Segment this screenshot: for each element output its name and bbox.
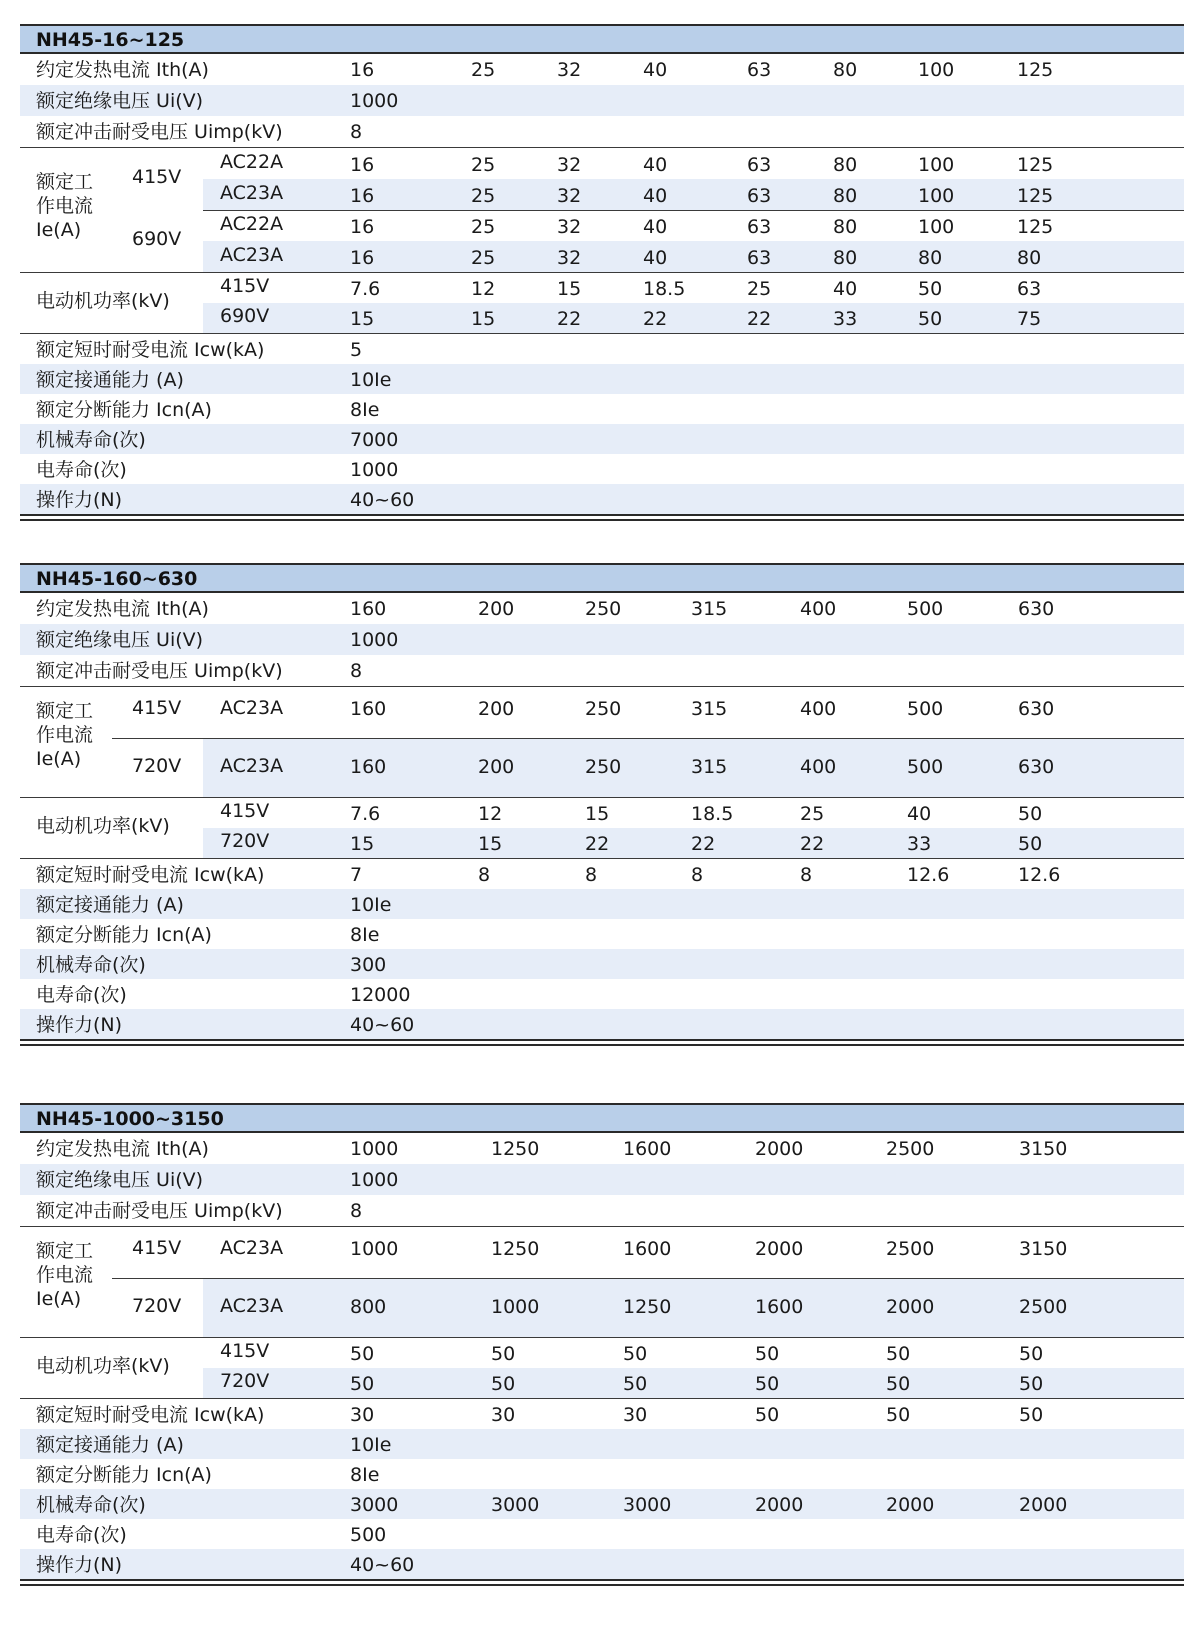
row-label: 操作力(N) xyxy=(36,1014,123,1036)
current-subrow xyxy=(20,210,1184,241)
value-cell: 15 xyxy=(471,308,496,330)
voltage-label: 415V xyxy=(220,800,270,822)
row-label: 额定分断能力 Icn(A) xyxy=(36,1464,212,1486)
value-cell: 40~60 xyxy=(350,1014,415,1036)
row-label: 额定绝缘电压 Ui(V) xyxy=(36,90,204,112)
value-cell: 22 xyxy=(643,308,668,330)
value-cell: 3150 xyxy=(1019,1138,1068,1160)
value-cell: 8 xyxy=(478,864,491,886)
value-cell: 63 xyxy=(747,185,772,207)
table-row xyxy=(20,85,1184,116)
value-cell: 400 xyxy=(800,698,837,720)
spec-table xyxy=(20,1103,1184,1586)
voltage-label: 690V xyxy=(220,305,270,327)
value-cell: 50 xyxy=(755,1373,780,1395)
value-cell: 8Ie xyxy=(350,399,380,421)
row-label: 额定短时耐受电流 Icw(kA) xyxy=(36,1404,265,1426)
table-row xyxy=(20,889,1184,919)
table-row xyxy=(20,54,1184,85)
value-cell: 40~60 xyxy=(350,1554,415,1576)
rated-current-label: 作电流 xyxy=(36,195,94,217)
row-label: 机械寿命(次) xyxy=(36,954,146,976)
value-cell: 25 xyxy=(471,247,496,269)
value-cell: 50 xyxy=(1018,803,1043,825)
value-cell: 8 xyxy=(350,121,363,143)
value-cell: 80 xyxy=(833,59,858,81)
value-cell: 15 xyxy=(585,803,610,825)
value-cell: 16 xyxy=(350,247,375,269)
value-cell: 50 xyxy=(623,1373,648,1395)
value-cell: 125 xyxy=(1017,185,1054,207)
value-cell: 8 xyxy=(585,864,598,886)
voltage-label: 415V xyxy=(132,166,182,188)
rated-current-group xyxy=(20,147,1184,272)
value-cell: 3000 xyxy=(623,1494,672,1516)
value-cell: 25 xyxy=(471,59,496,81)
value-cell: 33 xyxy=(833,308,858,330)
motor-power-group xyxy=(20,797,1184,858)
motor-power-label: 电动机功率(kV) xyxy=(36,290,170,312)
table-end-rule xyxy=(20,1579,1184,1586)
divider xyxy=(203,210,1184,211)
rated-current-label: 额定工 xyxy=(36,1240,94,1262)
value-cell: 50 xyxy=(491,1343,516,1365)
voltage-label: 415V xyxy=(220,1340,270,1362)
value-cell: 250 xyxy=(585,698,622,720)
value-cell: 40 xyxy=(907,803,932,825)
value-cell: 40 xyxy=(643,59,668,81)
value-cell: 12 xyxy=(471,278,496,300)
value-cell: 40 xyxy=(833,278,858,300)
value-cell: 63 xyxy=(747,247,772,269)
rated-current-label: Ie(A) xyxy=(36,1288,82,1310)
value-cell: 1250 xyxy=(491,1238,540,1260)
value-cell: 1000 xyxy=(350,1169,399,1191)
value-cell: 50 xyxy=(491,1373,516,1395)
value-cell: 30 xyxy=(623,1404,648,1426)
value-cell: 25 xyxy=(747,278,772,300)
value-cell: 12 xyxy=(478,803,503,825)
row-label: 额定短时耐受电流 Icw(kA) xyxy=(36,864,265,886)
value-cell: 50 xyxy=(755,1404,780,1426)
table-row xyxy=(20,1489,1184,1519)
value-cell: 1600 xyxy=(623,1238,672,1260)
table-row xyxy=(20,1195,1184,1226)
category-label: AC23A xyxy=(220,1237,284,1259)
value-cell: 16 xyxy=(350,59,375,81)
value-cell: 50 xyxy=(1019,1404,1044,1426)
value-cell: 1600 xyxy=(623,1138,672,1160)
category-label: AC23A xyxy=(220,1295,284,1317)
value-cell: 16 xyxy=(350,185,375,207)
value-cell: 50 xyxy=(1019,1373,1044,1395)
value-cell: 1000 xyxy=(350,1238,399,1260)
table-row xyxy=(20,624,1184,655)
value-cell: 3000 xyxy=(491,1494,540,1516)
table-row xyxy=(20,1398,1184,1429)
voltage-label: 415V xyxy=(132,697,182,719)
value-cell: 50 xyxy=(1019,1343,1044,1365)
rated-current-group xyxy=(20,1226,1184,1337)
voltage-label: 415V xyxy=(220,275,270,297)
value-cell: 63 xyxy=(1017,278,1042,300)
table-row xyxy=(20,1009,1184,1039)
table-end-rule xyxy=(20,1039,1184,1046)
category-label: AC22A xyxy=(220,213,284,235)
value-cell: 7.6 xyxy=(350,278,381,300)
value-cell: 1000 xyxy=(350,1138,399,1160)
value-cell: 12.6 xyxy=(1018,864,1061,886)
motor-power-label: 电动机功率(kV) xyxy=(36,815,170,837)
value-cell: 250 xyxy=(585,598,622,620)
row-label: 约定发热电流 Ith(A) xyxy=(36,59,209,81)
row-label: 电寿命(次) xyxy=(36,459,127,481)
table-row xyxy=(20,424,1184,454)
value-cell: 16 xyxy=(350,216,375,238)
value-cell: 10Ie xyxy=(350,894,392,916)
value-cell: 50 xyxy=(886,1373,911,1395)
row-label: 额定绝缘电压 Ui(V) xyxy=(36,629,204,651)
value-cell: 125 xyxy=(1017,154,1054,176)
row-label: 机械寿命(次) xyxy=(36,429,146,451)
value-cell: 25 xyxy=(471,154,496,176)
value-cell: 32 xyxy=(557,216,582,238)
value-cell: 40 xyxy=(643,154,668,176)
rated-current-label: 作电流 xyxy=(36,1264,94,1286)
value-cell: 160 xyxy=(350,698,387,720)
row-label: 额定接通能力 (A) xyxy=(36,369,184,391)
value-cell: 32 xyxy=(557,247,582,269)
rated-current-label: 额定工 xyxy=(36,700,94,722)
value-cell: 10Ie xyxy=(350,369,392,391)
value-cell: 16 xyxy=(350,154,375,176)
value-cell: 33 xyxy=(907,833,932,855)
value-cell: 30 xyxy=(491,1404,516,1426)
value-cell: 50 xyxy=(350,1343,375,1365)
value-cell: 200 xyxy=(478,598,515,620)
value-cell: 80 xyxy=(833,154,858,176)
value-cell: 8Ie xyxy=(350,924,380,946)
table-row xyxy=(20,364,1184,394)
value-cell: 2000 xyxy=(755,1138,804,1160)
row-label: 约定发热电流 Ith(A) xyxy=(36,598,209,620)
value-cell: 125 xyxy=(1017,59,1054,81)
value-cell: 2000 xyxy=(886,1494,935,1516)
row-label: 电寿命(次) xyxy=(36,984,127,1006)
value-cell: 1600 xyxy=(755,1296,804,1318)
value-cell: 200 xyxy=(478,756,515,778)
value-cell: 63 xyxy=(747,154,772,176)
voltage-label: 690V xyxy=(132,228,182,250)
value-cell: 125 xyxy=(1017,216,1054,238)
row-label: 额定接通能力 (A) xyxy=(36,894,184,916)
value-cell: 50 xyxy=(886,1404,911,1426)
motor-power-label: 电动机功率(kV) xyxy=(36,1355,170,1377)
row-label: 额定冲击耐受电压 Uimp(kV) xyxy=(36,660,283,682)
value-cell: 40~60 xyxy=(350,489,415,511)
value-cell: 315 xyxy=(691,756,728,778)
value-cell: 2500 xyxy=(1019,1296,1068,1318)
value-cell: 80 xyxy=(833,247,858,269)
value-cell: 7 xyxy=(350,864,363,886)
value-cell: 2000 xyxy=(886,1296,935,1318)
table-row xyxy=(20,1459,1184,1489)
value-cell: 250 xyxy=(585,756,622,778)
value-cell: 32 xyxy=(557,59,582,81)
voltage-label: 720V xyxy=(220,1370,270,1392)
value-cell: 50 xyxy=(918,278,943,300)
value-cell: 25 xyxy=(471,185,496,207)
value-cell: 50 xyxy=(1018,833,1043,855)
value-cell: 1000 xyxy=(350,459,399,481)
value-cell: 18.5 xyxy=(643,278,686,300)
value-cell: 7.6 xyxy=(350,803,381,825)
value-cell: 50 xyxy=(918,308,943,330)
value-cell: 80 xyxy=(1017,247,1042,269)
value-cell: 1250 xyxy=(623,1296,672,1318)
row-label: 约定发热电流 Ith(A) xyxy=(36,1138,209,1160)
row-label: 机械寿命(次) xyxy=(36,1494,146,1516)
value-cell: 315 xyxy=(691,598,728,620)
row-label: 额定冲击耐受电压 Uimp(kV) xyxy=(36,1200,283,1222)
row-label: 额定分断能力 Icn(A) xyxy=(36,924,212,946)
category-label: AC23A xyxy=(220,755,284,777)
value-cell: 2500 xyxy=(886,1138,935,1160)
value-cell: 8 xyxy=(350,660,363,682)
value-cell: 500 xyxy=(350,1524,387,1546)
value-cell: 200 xyxy=(478,698,515,720)
value-cell: 500 xyxy=(907,598,944,620)
value-cell: 10Ie xyxy=(350,1434,392,1456)
value-cell: 75 xyxy=(1017,308,1042,330)
divider xyxy=(112,1278,1184,1279)
value-cell: 12000 xyxy=(350,984,411,1006)
category-label: AC23A xyxy=(220,182,284,204)
table-row xyxy=(20,655,1184,686)
value-cell: 300 xyxy=(350,954,387,976)
value-cell: 22 xyxy=(800,833,825,855)
value-cell: 40 xyxy=(643,247,668,269)
value-cell: 22 xyxy=(747,308,772,330)
current-subrow xyxy=(20,148,1184,179)
row-label: 额定冲击耐受电压 Uimp(kV) xyxy=(36,121,283,143)
value-cell: 8 xyxy=(691,864,704,886)
value-cell: 160 xyxy=(350,756,387,778)
rated-current-group xyxy=(20,686,1184,797)
table-row xyxy=(20,484,1184,514)
value-cell: 80 xyxy=(833,185,858,207)
value-cell: 100 xyxy=(918,185,955,207)
category-label: AC23A xyxy=(220,697,284,719)
value-cell: 3000 xyxy=(350,1494,399,1516)
table-header xyxy=(20,24,1184,54)
value-cell: 1000 xyxy=(350,629,399,651)
value-cell: 1000 xyxy=(350,90,399,112)
value-cell: 15 xyxy=(557,278,582,300)
table-title: NH45-16~125 xyxy=(36,29,185,51)
rated-current-label: Ie(A) xyxy=(36,748,82,770)
value-cell: 22 xyxy=(691,833,716,855)
table-row xyxy=(20,1519,1184,1549)
value-cell: 8 xyxy=(800,864,813,886)
table-row xyxy=(20,1549,1184,1579)
voltage-label: 415V xyxy=(132,1237,182,1259)
voltage-label: 720V xyxy=(220,830,270,852)
value-cell: 2000 xyxy=(755,1238,804,1260)
category-label: AC22A xyxy=(220,151,284,173)
value-cell: 5 xyxy=(350,339,363,361)
table-row xyxy=(20,858,1184,889)
value-cell: 2500 xyxy=(886,1238,935,1260)
table-row xyxy=(20,333,1184,364)
value-cell: 15 xyxy=(350,308,375,330)
value-cell: 1250 xyxy=(491,1138,540,1160)
value-cell: 100 xyxy=(918,59,955,81)
value-cell: 80 xyxy=(833,216,858,238)
table-title: NH45-1000~3150 xyxy=(36,1108,224,1130)
value-cell: 2000 xyxy=(1019,1494,1068,1516)
row-label: 额定接通能力 (A) xyxy=(36,1434,184,1456)
table-row xyxy=(20,116,1184,147)
value-cell: 160 xyxy=(350,598,387,620)
table-row xyxy=(20,1429,1184,1459)
value-cell: 40 xyxy=(643,185,668,207)
value-cell: 8 xyxy=(350,1200,363,1222)
voltage-label: 720V xyxy=(132,755,182,777)
value-cell: 32 xyxy=(557,154,582,176)
table-header xyxy=(20,1103,1184,1133)
value-cell: 500 xyxy=(907,756,944,778)
table-title: NH45-160~630 xyxy=(36,568,198,590)
value-cell: 630 xyxy=(1018,698,1055,720)
value-cell: 3150 xyxy=(1019,1238,1068,1260)
table-header xyxy=(20,563,1184,593)
row-label: 操作力(N) xyxy=(36,1554,123,1576)
row-label: 电寿命(次) xyxy=(36,1524,127,1546)
value-cell: 25 xyxy=(471,216,496,238)
table-row xyxy=(20,979,1184,1009)
value-cell: 8Ie xyxy=(350,1464,380,1486)
value-cell: 15 xyxy=(478,833,503,855)
category-label: AC23A xyxy=(220,244,284,266)
table-end-rule xyxy=(20,514,1184,521)
value-cell: 15 xyxy=(350,833,375,855)
table-row xyxy=(20,454,1184,484)
rated-current-label: 额定工 xyxy=(36,171,94,193)
value-cell: 50 xyxy=(623,1343,648,1365)
value-cell: 800 xyxy=(350,1296,387,1318)
table-row xyxy=(20,394,1184,424)
value-cell: 63 xyxy=(747,216,772,238)
row-label: 额定短时耐受电流 Icw(kA) xyxy=(36,339,265,361)
value-cell: 2000 xyxy=(755,1494,804,1516)
value-cell: 12.6 xyxy=(907,864,950,886)
value-cell: 500 xyxy=(907,698,944,720)
table-row xyxy=(20,1133,1184,1164)
value-cell: 7000 xyxy=(350,429,399,451)
value-cell: 630 xyxy=(1018,756,1055,778)
spec-table xyxy=(20,563,1184,1046)
row-label: 额定分断能力 Icn(A) xyxy=(36,399,212,421)
value-cell: 400 xyxy=(800,598,837,620)
table-row xyxy=(20,949,1184,979)
value-cell: 315 xyxy=(691,698,728,720)
value-cell: 32 xyxy=(557,185,582,207)
motor-power-group xyxy=(20,272,1184,333)
voltage-label: 720V xyxy=(132,1295,182,1317)
rated-current-label: Ie(A) xyxy=(36,219,82,241)
motor-power-group xyxy=(20,1337,1184,1398)
value-cell: 50 xyxy=(755,1343,780,1365)
divider xyxy=(112,738,1184,739)
value-cell: 25 xyxy=(800,803,825,825)
value-cell: 100 xyxy=(918,154,955,176)
value-cell: 30 xyxy=(350,1404,375,1426)
row-label: 额定绝缘电压 Ui(V) xyxy=(36,1169,204,1191)
value-cell: 80 xyxy=(918,247,943,269)
table-row xyxy=(20,919,1184,949)
value-cell: 50 xyxy=(886,1343,911,1365)
value-cell: 22 xyxy=(585,833,610,855)
table-row xyxy=(20,593,1184,624)
spec-table xyxy=(20,24,1184,521)
value-cell: 63 xyxy=(747,59,772,81)
value-cell: 1000 xyxy=(491,1296,540,1318)
value-cell: 630 xyxy=(1018,598,1055,620)
value-cell: 18.5 xyxy=(691,803,734,825)
value-cell: 400 xyxy=(800,756,837,778)
value-cell: 40 xyxy=(643,216,668,238)
value-cell: 50 xyxy=(350,1373,375,1395)
value-cell: 22 xyxy=(557,308,582,330)
row-label: 操作力(N) xyxy=(36,489,123,511)
value-cell: 100 xyxy=(918,216,955,238)
table-row xyxy=(20,1164,1184,1195)
rated-current-label: 作电流 xyxy=(36,724,94,746)
